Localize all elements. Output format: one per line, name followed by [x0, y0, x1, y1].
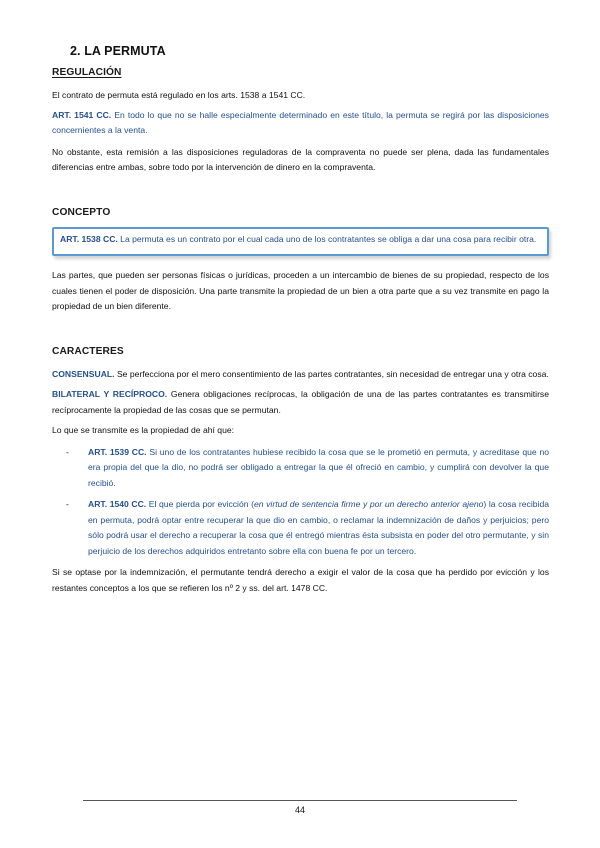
concepto-heading: CONCEPTO — [52, 206, 111, 218]
indemnizacion-paragraph: Si se optase por la indemnización, el permutante tendrá derecho a exigir el valor de la cosa que ha perdido por evicción y los restantes conceptos a los que se refieren los nº 2 y ss. del art. 1478 CC. — [52, 567, 549, 593]
page-number: 44 — [294, 805, 305, 815]
caracteres-heading: CARACTERES — [52, 345, 124, 357]
art-1539-paragraph — [88, 445, 549, 492]
consensual-label: CONSENSUAL. — [52, 368, 115, 379]
bilateral-text: Genera obligaciones recíprocas, la obligación de una de las partes contratantes es transmitirse recíprocamente la propiedad de las cosas que se permutan. — [52, 389, 550, 415]
art-1539-text: Si uno de los contratantes hubiese recibido la cosa que se le prometió en permuta, y acreditase que no era propia del que la dio, no podrá ser obligado a entregar la que él ofreció en cambio, y cumplirá con devolver la que recibió. — [88, 446, 550, 488]
transmite-paragraph: Lo que se transmite es la propiedad de ahí que: — [52, 425, 235, 435]
bilateral-paragraph — [52, 387, 549, 418]
art-1540-text-a: El que pierda por evicción ( — [146, 499, 254, 509]
art-1540-ref: ART. 1540 CC. — [88, 499, 147, 509]
art-1539-ref: ART. 1539 CC. — [88, 446, 147, 457]
consensual-text: Se perfecciona por el mero consentimiento de las partes contratantes, sin necesidad de entregar una y otra cosa. — [114, 368, 549, 379]
art-1541-paragraph — [52, 108, 549, 139]
art-1538-callout-box — [52, 227, 549, 257]
regulacion-heading: REGULACIÓN — [52, 67, 122, 78]
articles-list — [52, 445, 549, 560]
no-obstante-paragraph: No obstante, esta remisión a las disposiciones reguladoras de la compraventa no puede ser plena, dada las fundamentales diferencias entre ambas, sobre todo por la intervención de dinero en la compraventa. — [52, 146, 549, 172]
partes-paragraph: Las partes, que pueden ser personas físicas o jurídicas, proceden a un intercambio de bienes de su propiedad, respecto de los cuales tienen el poder de disposición. Una parte transmite la propiedad de un bien a otra parte que a su vez transmite en pago la propiedad de un bien diferente. — [52, 270, 549, 311]
footer-divider — [83, 800, 517, 801]
section-title: 2. LA PERMUTA — [70, 44, 166, 58]
art-1538-ref: ART. 1538 CC. — [60, 233, 118, 244]
dash-bullet: - — [66, 446, 69, 457]
art-1541-text: En todo lo que no se halle especialmente determinado en este título, la permuta se regirá por las disposiciones concernientes a la venta. — [52, 109, 549, 135]
art-1540-text-b: ) la cosa recibida en permuta, podrá optar entre recuperar la que dio en cambio, o reclamar la indemnización de daños y perjuicios; pero sólo podrá usar el derecho a recuperar la cosa que él entregó mientras ésta subsista en poder del otro permutante, y sin perjuicio de los derechos adquiridos entretanto sobre ella con buena fe por un tercero. — [88, 499, 549, 556]
bilateral-label: BILATERAL Y RECÍPROCO. — [52, 389, 168, 399]
art-1541-ref: ART. 1541 CC. — [52, 109, 112, 120]
page-body — [52, 44, 549, 596]
art-1540-italic: en virtud de sentencia firme y por un derecho anterior ajeno — [253, 499, 484, 509]
consensual-paragraph — [52, 367, 549, 383]
regulacion-intro: El contrato de permuta está regulado en los arts. 1538 a 1541 CC. — [52, 90, 306, 100]
dash-bullet: - — [66, 499, 69, 509]
art-1540-paragraph — [88, 497, 549, 559]
list-item-art-1539 — [52, 445, 549, 492]
art-1538-paragraph — [60, 232, 541, 248]
list-item-art-1540 — [52, 497, 549, 559]
art-1538-text: La permuta es un contrato por el cual cada uno de los contratantes se obliga a dar una cosa para recibir otra. — [117, 233, 537, 244]
